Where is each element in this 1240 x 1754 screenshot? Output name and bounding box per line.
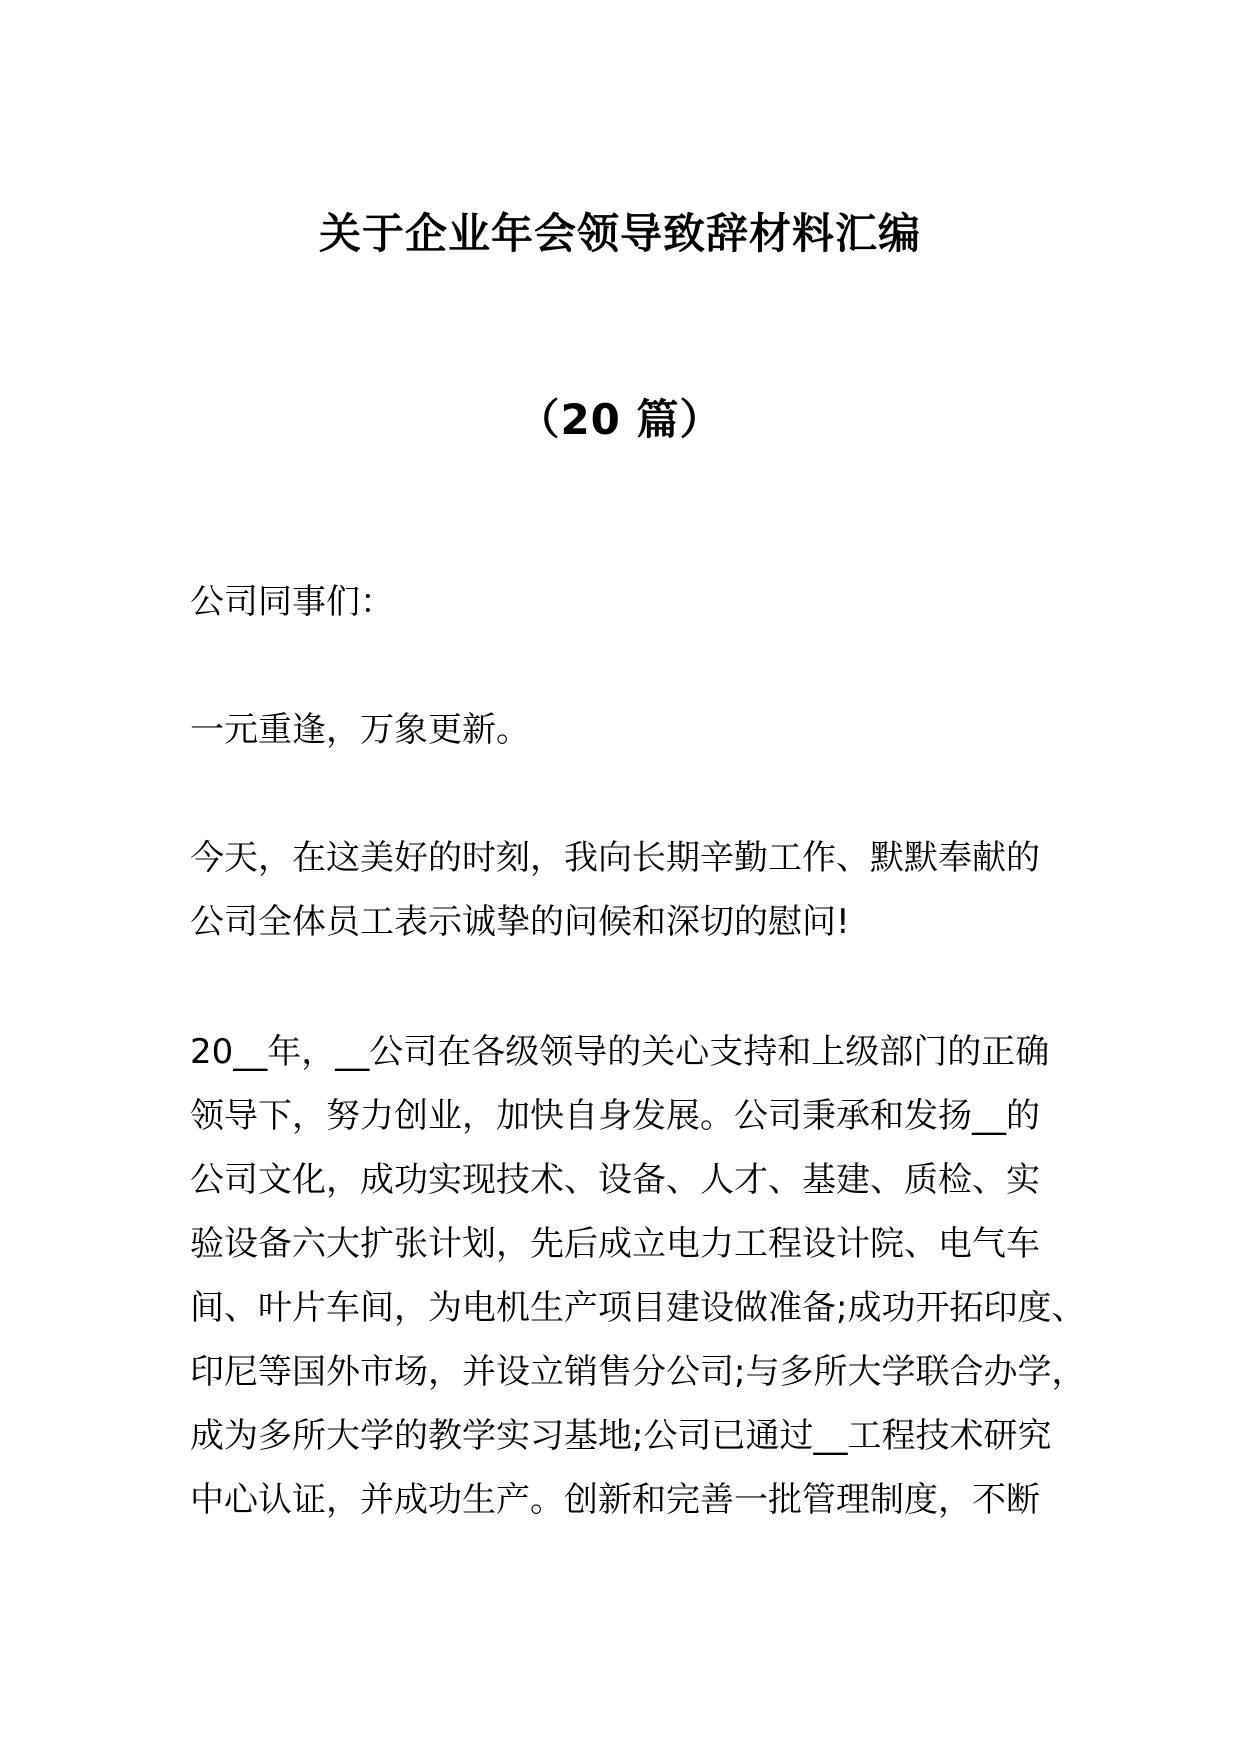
paragraph-line: 领导下，努力创业，加快自身发展。公司秉承和发扬__的: [190, 1096, 1040, 1136]
paragraph-annual-review: [190, 1020, 1086, 1532]
paragraph-line: 公司文化，成功实现技术、设备、人才、基建、质检、实: [190, 1160, 1040, 1200]
paragraph-line: 20__年，__公司在各级领导的关心支持和上级部门的正确: [190, 1032, 1050, 1072]
paragraph-thanks: [190, 826, 1070, 954]
paragraph-line: 一元重逢，万象更新。: [190, 710, 530, 750]
paragraph-line: 公司全体员工表示诚挚的问候和深切的慰问!: [190, 902, 850, 942]
paragraph-line: 验设备六大扩张计划，先后成立电力工程设计院、电气车: [190, 1224, 1040, 1264]
paragraph-line: 中心认证，并成功生产。创新和完善一批管理制度，不断: [190, 1480, 1040, 1520]
paragraph-opening: [190, 698, 1070, 762]
paragraph-line: 成为多所大学的教学实习基地;公司已通过__工程技术研究: [190, 1416, 1052, 1456]
document-title: 关于企业年会领导致辞材料汇编: [318, 209, 921, 258]
paragraph-greeting: [190, 570, 1070, 634]
paragraph-line: 印尼等国外市场，并设立销售分公司;与多所大学联合办学，: [190, 1352, 1086, 1392]
paragraph-line: 间、叶片车间，为电机生产项目建设做准备;成功开拓印度、: [190, 1288, 1086, 1328]
paragraph-line: 公司同事们：: [190, 582, 394, 622]
document-subtitle: （20 篇）: [517, 395, 723, 444]
paragraph-line: 今天，在这美好的时刻，我向长期辛勤工作、默默奉献的: [190, 838, 1040, 878]
